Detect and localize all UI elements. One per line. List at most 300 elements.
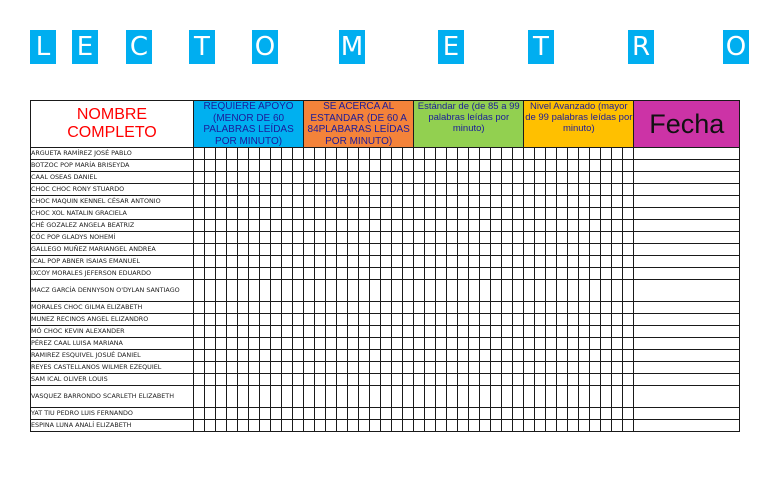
requires-support-mark-cell[interactable] [194, 314, 205, 326]
approaching-mark-cell[interactable] [381, 386, 392, 408]
requires-support-mark-cell[interactable] [238, 208, 249, 220]
standard-mark-cell[interactable] [513, 160, 524, 172]
approaching-mark-cell[interactable] [359, 196, 370, 208]
approaching-mark-cell[interactable] [304, 408, 315, 420]
advanced-mark-cell[interactable] [557, 338, 568, 350]
advanced-mark-cell[interactable] [535, 420, 546, 432]
approaching-mark-cell[interactable] [392, 268, 403, 280]
approaching-mark-cell[interactable] [381, 408, 392, 420]
approaching-mark-cell[interactable] [370, 302, 381, 314]
advanced-mark-cell[interactable] [535, 268, 546, 280]
advanced-mark-cell[interactable] [601, 362, 612, 374]
advanced-mark-cell[interactable] [623, 220, 634, 232]
advanced-mark-cell[interactable] [557, 374, 568, 386]
approaching-mark-cell[interactable] [337, 338, 348, 350]
standard-mark-cell[interactable] [425, 196, 436, 208]
standard-mark-cell[interactable] [469, 220, 480, 232]
approaching-mark-cell[interactable] [304, 220, 315, 232]
approaching-mark-cell[interactable] [304, 386, 315, 408]
standard-mark-cell[interactable] [502, 208, 513, 220]
advanced-mark-cell[interactable] [557, 184, 568, 196]
standard-mark-cell[interactable] [502, 196, 513, 208]
standard-mark-cell[interactable] [436, 220, 447, 232]
advanced-mark-cell[interactable] [579, 268, 590, 280]
requires-support-mark-cell[interactable] [249, 314, 260, 326]
standard-mark-cell[interactable] [414, 172, 425, 184]
standard-mark-cell[interactable] [502, 268, 513, 280]
advanced-mark-cell[interactable] [568, 326, 579, 338]
standard-mark-cell[interactable] [480, 420, 491, 432]
approaching-mark-cell[interactable] [381, 244, 392, 256]
standard-mark-cell[interactable] [480, 314, 491, 326]
requires-support-mark-cell[interactable] [271, 268, 282, 280]
advanced-mark-cell[interactable] [601, 374, 612, 386]
requires-support-mark-cell[interactable] [216, 350, 227, 362]
approaching-mark-cell[interactable] [381, 172, 392, 184]
requires-support-mark-cell[interactable] [227, 232, 238, 244]
advanced-mark-cell[interactable] [623, 268, 634, 280]
advanced-mark-cell[interactable] [546, 256, 557, 268]
standard-mark-cell[interactable] [491, 196, 502, 208]
advanced-mark-cell[interactable] [623, 172, 634, 184]
requires-support-mark-cell[interactable] [205, 350, 216, 362]
standard-mark-cell[interactable] [469, 350, 480, 362]
advanced-mark-cell[interactable] [557, 386, 568, 408]
approaching-mark-cell[interactable] [315, 244, 326, 256]
approaching-mark-cell[interactable] [359, 244, 370, 256]
requires-support-mark-cell[interactable] [260, 220, 271, 232]
requires-support-mark-cell[interactable] [282, 350, 293, 362]
standard-mark-cell[interactable] [425, 160, 436, 172]
requires-support-mark-cell[interactable] [282, 244, 293, 256]
approaching-mark-cell[interactable] [304, 160, 315, 172]
approaching-mark-cell[interactable] [392, 244, 403, 256]
requires-support-mark-cell[interactable] [238, 256, 249, 268]
approaching-mark-cell[interactable] [359, 280, 370, 302]
requires-support-mark-cell[interactable] [227, 172, 238, 184]
requires-support-mark-cell[interactable] [249, 208, 260, 220]
advanced-mark-cell[interactable] [623, 302, 634, 314]
approaching-mark-cell[interactable] [326, 208, 337, 220]
requires-support-mark-cell[interactable] [205, 256, 216, 268]
advanced-mark-cell[interactable] [590, 362, 601, 374]
advanced-mark-cell[interactable] [557, 172, 568, 184]
standard-mark-cell[interactable] [414, 350, 425, 362]
standard-mark-cell[interactable] [502, 232, 513, 244]
approaching-mark-cell[interactable] [359, 208, 370, 220]
approaching-mark-cell[interactable] [337, 196, 348, 208]
standard-mark-cell[interactable] [513, 326, 524, 338]
advanced-mark-cell[interactable] [579, 386, 590, 408]
standard-mark-cell[interactable] [480, 350, 491, 362]
approaching-mark-cell[interactable] [403, 408, 414, 420]
requires-support-mark-cell[interactable] [282, 172, 293, 184]
approaching-mark-cell[interactable] [348, 280, 359, 302]
standard-mark-cell[interactable] [502, 350, 513, 362]
requires-support-mark-cell[interactable] [216, 256, 227, 268]
advanced-mark-cell[interactable] [623, 280, 634, 302]
standard-mark-cell[interactable] [447, 314, 458, 326]
requires-support-mark-cell[interactable] [216, 420, 227, 432]
date-cell[interactable] [634, 244, 740, 256]
advanced-mark-cell[interactable] [623, 350, 634, 362]
advanced-mark-cell[interactable] [612, 268, 623, 280]
approaching-mark-cell[interactable] [392, 302, 403, 314]
requires-support-mark-cell[interactable] [238, 338, 249, 350]
approaching-mark-cell[interactable] [370, 314, 381, 326]
standard-mark-cell[interactable] [436, 374, 447, 386]
approaching-mark-cell[interactable] [370, 374, 381, 386]
advanced-mark-cell[interactable] [546, 196, 557, 208]
advanced-mark-cell[interactable] [546, 374, 557, 386]
requires-support-mark-cell[interactable] [238, 244, 249, 256]
approaching-mark-cell[interactable] [348, 268, 359, 280]
requires-support-mark-cell[interactable] [216, 232, 227, 244]
approaching-mark-cell[interactable] [403, 148, 414, 160]
approaching-mark-cell[interactable] [304, 420, 315, 432]
requires-support-mark-cell[interactable] [216, 408, 227, 420]
advanced-mark-cell[interactable] [524, 268, 535, 280]
approaching-mark-cell[interactable] [337, 362, 348, 374]
approaching-mark-cell[interactable] [326, 326, 337, 338]
requires-support-mark-cell[interactable] [293, 160, 304, 172]
advanced-mark-cell[interactable] [579, 302, 590, 314]
advanced-mark-cell[interactable] [524, 338, 535, 350]
advanced-mark-cell[interactable] [612, 420, 623, 432]
standard-mark-cell[interactable] [480, 256, 491, 268]
advanced-mark-cell[interactable] [535, 148, 546, 160]
requires-support-mark-cell[interactable] [227, 314, 238, 326]
standard-mark-cell[interactable] [425, 420, 436, 432]
standard-mark-cell[interactable] [414, 232, 425, 244]
requires-support-mark-cell[interactable] [260, 160, 271, 172]
approaching-mark-cell[interactable] [392, 374, 403, 386]
advanced-mark-cell[interactable] [524, 386, 535, 408]
advanced-mark-cell[interactable] [568, 160, 579, 172]
approaching-mark-cell[interactable] [337, 280, 348, 302]
advanced-mark-cell[interactable] [601, 314, 612, 326]
advanced-mark-cell[interactable] [546, 220, 557, 232]
approaching-mark-cell[interactable] [348, 232, 359, 244]
requires-support-mark-cell[interactable] [205, 338, 216, 350]
date-cell[interactable] [634, 408, 740, 420]
standard-mark-cell[interactable] [491, 148, 502, 160]
requires-support-mark-cell[interactable] [238, 148, 249, 160]
requires-support-mark-cell[interactable] [227, 208, 238, 220]
advanced-mark-cell[interactable] [601, 280, 612, 302]
approaching-mark-cell[interactable] [370, 256, 381, 268]
standard-mark-cell[interactable] [458, 302, 469, 314]
advanced-mark-cell[interactable] [612, 184, 623, 196]
advanced-mark-cell[interactable] [601, 148, 612, 160]
approaching-mark-cell[interactable] [359, 172, 370, 184]
date-cell[interactable] [634, 172, 740, 184]
advanced-mark-cell[interactable] [590, 196, 601, 208]
advanced-mark-cell[interactable] [612, 386, 623, 408]
standard-mark-cell[interactable] [469, 256, 480, 268]
advanced-mark-cell[interactable] [623, 362, 634, 374]
date-cell[interactable] [634, 268, 740, 280]
standard-mark-cell[interactable] [491, 244, 502, 256]
approaching-mark-cell[interactable] [370, 420, 381, 432]
standard-mark-cell[interactable] [469, 408, 480, 420]
standard-mark-cell[interactable] [447, 302, 458, 314]
standard-mark-cell[interactable] [414, 280, 425, 302]
approaching-mark-cell[interactable] [403, 338, 414, 350]
approaching-mark-cell[interactable] [304, 302, 315, 314]
standard-mark-cell[interactable] [414, 314, 425, 326]
approaching-mark-cell[interactable] [392, 314, 403, 326]
standard-mark-cell[interactable] [436, 160, 447, 172]
approaching-mark-cell[interactable] [348, 386, 359, 408]
approaching-mark-cell[interactable] [337, 160, 348, 172]
advanced-mark-cell[interactable] [601, 196, 612, 208]
approaching-mark-cell[interactable] [359, 408, 370, 420]
approaching-mark-cell[interactable] [337, 314, 348, 326]
requires-support-mark-cell[interactable] [282, 302, 293, 314]
approaching-mark-cell[interactable] [403, 244, 414, 256]
advanced-mark-cell[interactable] [601, 160, 612, 172]
advanced-mark-cell[interactable] [601, 386, 612, 408]
requires-support-mark-cell[interactable] [249, 244, 260, 256]
advanced-mark-cell[interactable] [612, 350, 623, 362]
advanced-mark-cell[interactable] [568, 302, 579, 314]
requires-support-mark-cell[interactable] [194, 148, 205, 160]
standard-mark-cell[interactable] [458, 148, 469, 160]
advanced-mark-cell[interactable] [590, 232, 601, 244]
requires-support-mark-cell[interactable] [293, 196, 304, 208]
approaching-mark-cell[interactable] [337, 420, 348, 432]
requires-support-mark-cell[interactable] [216, 196, 227, 208]
approaching-mark-cell[interactable] [315, 408, 326, 420]
standard-mark-cell[interactable] [513, 374, 524, 386]
approaching-mark-cell[interactable] [403, 268, 414, 280]
approaching-mark-cell[interactable] [337, 408, 348, 420]
requires-support-mark-cell[interactable] [293, 314, 304, 326]
advanced-mark-cell[interactable] [579, 314, 590, 326]
advanced-mark-cell[interactable] [568, 148, 579, 160]
advanced-mark-cell[interactable] [546, 314, 557, 326]
standard-mark-cell[interactable] [480, 362, 491, 374]
approaching-mark-cell[interactable] [370, 408, 381, 420]
standard-mark-cell[interactable] [469, 326, 480, 338]
advanced-mark-cell[interactable] [524, 232, 535, 244]
approaching-mark-cell[interactable] [403, 208, 414, 220]
requires-support-mark-cell[interactable] [194, 184, 205, 196]
standard-mark-cell[interactable] [414, 268, 425, 280]
approaching-mark-cell[interactable] [392, 208, 403, 220]
date-cell[interactable] [634, 338, 740, 350]
standard-mark-cell[interactable] [436, 148, 447, 160]
requires-support-mark-cell[interactable] [205, 326, 216, 338]
approaching-mark-cell[interactable] [326, 302, 337, 314]
standard-mark-cell[interactable] [447, 386, 458, 408]
standard-mark-cell[interactable] [447, 350, 458, 362]
approaching-mark-cell[interactable] [348, 326, 359, 338]
approaching-mark-cell[interactable] [348, 244, 359, 256]
standard-mark-cell[interactable] [491, 386, 502, 408]
date-cell[interactable] [634, 256, 740, 268]
approaching-mark-cell[interactable] [359, 338, 370, 350]
approaching-mark-cell[interactable] [315, 208, 326, 220]
approaching-mark-cell[interactable] [304, 374, 315, 386]
approaching-mark-cell[interactable] [370, 172, 381, 184]
requires-support-mark-cell[interactable] [205, 374, 216, 386]
requires-support-mark-cell[interactable] [216, 386, 227, 408]
requires-support-mark-cell[interactable] [238, 184, 249, 196]
advanced-mark-cell[interactable] [579, 148, 590, 160]
approaching-mark-cell[interactable] [348, 148, 359, 160]
advanced-mark-cell[interactable] [579, 326, 590, 338]
advanced-mark-cell[interactable] [535, 280, 546, 302]
advanced-mark-cell[interactable] [590, 148, 601, 160]
standard-mark-cell[interactable] [480, 408, 491, 420]
approaching-mark-cell[interactable] [315, 280, 326, 302]
date-cell[interactable] [634, 326, 740, 338]
requires-support-mark-cell[interactable] [205, 196, 216, 208]
approaching-mark-cell[interactable] [315, 160, 326, 172]
requires-support-mark-cell[interactable] [282, 232, 293, 244]
standard-mark-cell[interactable] [447, 148, 458, 160]
approaching-mark-cell[interactable] [359, 256, 370, 268]
standard-mark-cell[interactable] [513, 302, 524, 314]
advanced-mark-cell[interactable] [524, 314, 535, 326]
approaching-mark-cell[interactable] [370, 220, 381, 232]
requires-support-mark-cell[interactable] [227, 268, 238, 280]
standard-mark-cell[interactable] [436, 350, 447, 362]
approaching-mark-cell[interactable] [392, 232, 403, 244]
requires-support-mark-cell[interactable] [216, 302, 227, 314]
approaching-mark-cell[interactable] [392, 338, 403, 350]
requires-support-mark-cell[interactable] [249, 280, 260, 302]
standard-mark-cell[interactable] [425, 208, 436, 220]
approaching-mark-cell[interactable] [337, 302, 348, 314]
advanced-mark-cell[interactable] [590, 420, 601, 432]
advanced-mark-cell[interactable] [601, 220, 612, 232]
requires-support-mark-cell[interactable] [205, 268, 216, 280]
requires-support-mark-cell[interactable] [194, 244, 205, 256]
requires-support-mark-cell[interactable] [249, 362, 260, 374]
requires-support-mark-cell[interactable] [216, 160, 227, 172]
standard-mark-cell[interactable] [425, 350, 436, 362]
approaching-mark-cell[interactable] [326, 196, 337, 208]
approaching-mark-cell[interactable] [381, 256, 392, 268]
requires-support-mark-cell[interactable] [293, 148, 304, 160]
requires-support-mark-cell[interactable] [238, 268, 249, 280]
standard-mark-cell[interactable] [447, 244, 458, 256]
approaching-mark-cell[interactable] [326, 160, 337, 172]
requires-support-mark-cell[interactable] [238, 420, 249, 432]
standard-mark-cell[interactable] [469, 338, 480, 350]
requires-support-mark-cell[interactable] [216, 172, 227, 184]
requires-support-mark-cell[interactable] [194, 220, 205, 232]
standard-mark-cell[interactable] [513, 256, 524, 268]
standard-mark-cell[interactable] [436, 408, 447, 420]
approaching-mark-cell[interactable] [403, 280, 414, 302]
approaching-mark-cell[interactable] [326, 350, 337, 362]
standard-mark-cell[interactable] [491, 374, 502, 386]
requires-support-mark-cell[interactable] [271, 374, 282, 386]
standard-mark-cell[interactable] [425, 220, 436, 232]
standard-mark-cell[interactable] [502, 408, 513, 420]
approaching-mark-cell[interactable] [304, 196, 315, 208]
advanced-mark-cell[interactable] [579, 420, 590, 432]
requires-support-mark-cell[interactable] [205, 362, 216, 374]
requires-support-mark-cell[interactable] [293, 232, 304, 244]
advanced-mark-cell[interactable] [524, 244, 535, 256]
standard-mark-cell[interactable] [414, 208, 425, 220]
advanced-mark-cell[interactable] [557, 220, 568, 232]
approaching-mark-cell[interactable] [370, 232, 381, 244]
advanced-mark-cell[interactable] [546, 362, 557, 374]
standard-mark-cell[interactable] [469, 362, 480, 374]
standard-mark-cell[interactable] [414, 338, 425, 350]
requires-support-mark-cell[interactable] [249, 350, 260, 362]
approaching-mark-cell[interactable] [326, 386, 337, 408]
approaching-mark-cell[interactable] [403, 302, 414, 314]
standard-mark-cell[interactable] [436, 244, 447, 256]
standard-mark-cell[interactable] [491, 232, 502, 244]
approaching-mark-cell[interactable] [370, 196, 381, 208]
approaching-mark-cell[interactable] [403, 220, 414, 232]
standard-mark-cell[interactable] [469, 386, 480, 408]
requires-support-mark-cell[interactable] [194, 362, 205, 374]
advanced-mark-cell[interactable] [601, 326, 612, 338]
standard-mark-cell[interactable] [425, 256, 436, 268]
standard-mark-cell[interactable] [513, 408, 524, 420]
requires-support-mark-cell[interactable] [216, 220, 227, 232]
requires-support-mark-cell[interactable] [216, 208, 227, 220]
approaching-mark-cell[interactable] [315, 420, 326, 432]
standard-mark-cell[interactable] [436, 184, 447, 196]
advanced-mark-cell[interactable] [590, 338, 601, 350]
approaching-mark-cell[interactable] [337, 256, 348, 268]
standard-mark-cell[interactable] [447, 268, 458, 280]
advanced-mark-cell[interactable] [612, 314, 623, 326]
approaching-mark-cell[interactable] [304, 232, 315, 244]
advanced-mark-cell[interactable] [623, 208, 634, 220]
advanced-mark-cell[interactable] [557, 326, 568, 338]
requires-support-mark-cell[interactable] [282, 268, 293, 280]
standard-mark-cell[interactable] [513, 184, 524, 196]
approaching-mark-cell[interactable] [337, 350, 348, 362]
standard-mark-cell[interactable] [425, 386, 436, 408]
requires-support-mark-cell[interactable] [227, 220, 238, 232]
approaching-mark-cell[interactable] [337, 220, 348, 232]
requires-support-mark-cell[interactable] [293, 184, 304, 196]
approaching-mark-cell[interactable] [348, 314, 359, 326]
approaching-mark-cell[interactable] [370, 386, 381, 408]
approaching-mark-cell[interactable] [359, 232, 370, 244]
advanced-mark-cell[interactable] [568, 232, 579, 244]
standard-mark-cell[interactable] [414, 374, 425, 386]
requires-support-mark-cell[interactable] [249, 256, 260, 268]
standard-mark-cell[interactable] [447, 362, 458, 374]
requires-support-mark-cell[interactable] [194, 160, 205, 172]
approaching-mark-cell[interactable] [348, 184, 359, 196]
requires-support-mark-cell[interactable] [260, 196, 271, 208]
requires-support-mark-cell[interactable] [238, 280, 249, 302]
standard-mark-cell[interactable] [458, 314, 469, 326]
approaching-mark-cell[interactable] [315, 326, 326, 338]
approaching-mark-cell[interactable] [392, 386, 403, 408]
approaching-mark-cell[interactable] [403, 256, 414, 268]
standard-mark-cell[interactable] [436, 420, 447, 432]
requires-support-mark-cell[interactable] [271, 386, 282, 408]
requires-support-mark-cell[interactable] [216, 362, 227, 374]
advanced-mark-cell[interactable] [557, 160, 568, 172]
standard-mark-cell[interactable] [458, 172, 469, 184]
